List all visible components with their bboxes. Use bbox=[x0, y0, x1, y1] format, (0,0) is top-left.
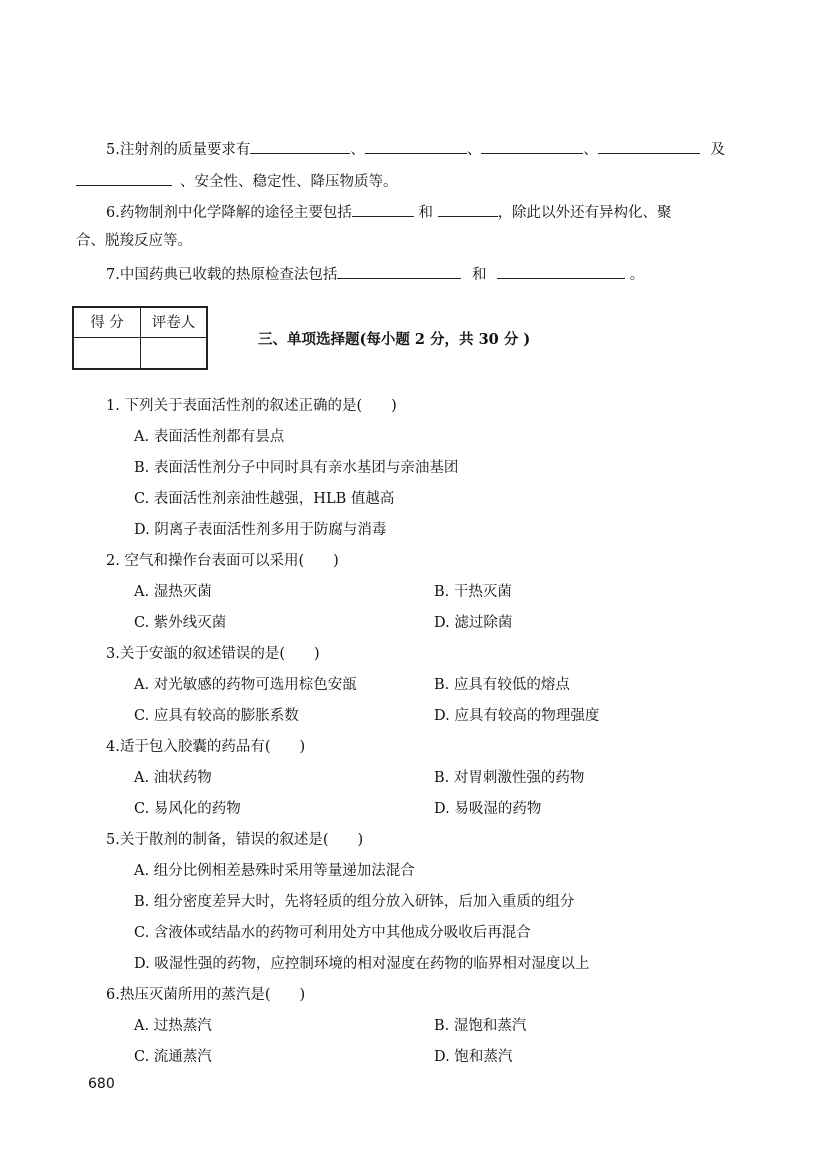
option-d: D. 滤过除菌 bbox=[434, 615, 513, 631]
question-5-fill-line1 bbox=[106, 137, 725, 160]
option-b: B. 表面活性剂分子中同时具有亲水基团与亲油基团 bbox=[134, 460, 459, 476]
separator: 、 bbox=[583, 142, 598, 158]
score-cell bbox=[74, 338, 141, 368]
option-c: C. 流通蒸汽 bbox=[134, 1049, 212, 1065]
answer-blank bbox=[497, 262, 625, 279]
option-d: D. 应具有较高的物理强度 bbox=[434, 708, 600, 724]
option-a: A. 湿热灭菌 bbox=[134, 584, 212, 600]
question-text: ，除此以外还有异构化、聚 bbox=[497, 205, 672, 221]
section-title: 三、单项选择题(每小题 2 分，共 30 分 ) bbox=[258, 331, 531, 348]
option-d: D. 吸湿性强的药物，应控制环境的相对湿度在药物的临界相对湿度以上 bbox=[134, 956, 590, 972]
grader-cell bbox=[141, 338, 206, 368]
separator: 、 bbox=[350, 142, 365, 158]
option-c: C. 表面活性剂亲油性越强，HLB 值越高 bbox=[134, 491, 395, 507]
question-stem: 6.热压灭菌所用的蒸汽是( ) bbox=[106, 987, 306, 1003]
grader-label: 评卷人 bbox=[141, 308, 206, 338]
option-b: B. 应具有较低的熔点 bbox=[434, 677, 570, 693]
option-a: A. 组分比例相差悬殊时采用等量递加法混合 bbox=[134, 863, 415, 879]
question-stem: 4.适于包入胶囊的药品有( ) bbox=[106, 739, 306, 755]
question-text: 5.注射剂的质量要求有 bbox=[106, 142, 251, 158]
question-text: 合、脱羧反应等。 bbox=[76, 233, 192, 249]
period: 。 bbox=[629, 267, 645, 283]
answer-blank bbox=[365, 137, 467, 154]
option-a: A. 对光敏感的药物可选用棕色安瓿 bbox=[134, 677, 357, 693]
answer-blank bbox=[76, 169, 172, 186]
question-5-fill-line2 bbox=[76, 169, 398, 192]
question-stem: 5.关于散剂的制备，错误的叙述是( ) bbox=[106, 832, 364, 848]
option-c: C. 紫外线灭菌 bbox=[134, 615, 227, 631]
question-6-fill-line1 bbox=[106, 200, 672, 223]
question-7-fill bbox=[106, 262, 644, 285]
option-a: A. 油状药物 bbox=[134, 770, 212, 786]
score-table bbox=[72, 306, 208, 370]
conjunction: 和 bbox=[471, 267, 487, 283]
question-6-fill-line2 bbox=[76, 231, 192, 251]
option-d: D. 易吸湿的药物 bbox=[434, 801, 542, 817]
answer-blank bbox=[250, 137, 350, 154]
option-c: C. 应具有较高的膨胀系数 bbox=[134, 708, 299, 724]
option-c: C. 含液体或结晶水的药物可利用处方中其他成分吸收后再混合 bbox=[134, 925, 531, 941]
page-number: 680 bbox=[88, 1076, 115, 1092]
question-stem: 2. 空气和操作台表面可以采用( ) bbox=[106, 553, 339, 569]
answer-blank bbox=[438, 200, 498, 217]
question-text: 、安全性、稳定性、降压物质等。 bbox=[180, 174, 398, 190]
conjunction: 及 bbox=[710, 142, 725, 158]
option-a: A. 过热蒸汽 bbox=[134, 1018, 212, 1034]
separator: 、 bbox=[466, 142, 482, 158]
question-text: 6.药物制剂中化学降解的途径主要包括 bbox=[106, 205, 352, 221]
option-c: C. 易风化的药物 bbox=[134, 801, 241, 817]
option-d: D. 阴离子表面活性剂多用于防腐与消毒 bbox=[134, 522, 387, 538]
option-a: A. 表面活性剂都有昙点 bbox=[134, 429, 285, 445]
question-text: 7.中国药典已收载的热原检查法包括 bbox=[106, 267, 338, 283]
option-b: B. 干热灭菌 bbox=[434, 584, 512, 600]
score-label: 得 分 bbox=[74, 308, 141, 338]
option-b: B. 湿饱和蒸汽 bbox=[434, 1018, 527, 1034]
answer-blank bbox=[337, 262, 461, 279]
question-stem: 3.关于安瓿的叙述错误的是( ) bbox=[106, 646, 320, 662]
question-stem: 1. 下列关于表面活性剂的叙述正确的是( ) bbox=[106, 398, 397, 414]
answer-blank bbox=[481, 137, 583, 154]
option-b: B. 对胃刺激性强的药物 bbox=[434, 770, 585, 786]
option-d: D. 饱和蒸汽 bbox=[434, 1049, 513, 1065]
conjunction: 和 bbox=[418, 205, 433, 221]
answer-blank bbox=[598, 137, 700, 154]
option-b: B. 组分密度差异大时，先将轻质的组分放入研钵，后加入重质的组分 bbox=[134, 894, 575, 910]
answer-blank bbox=[352, 200, 414, 217]
